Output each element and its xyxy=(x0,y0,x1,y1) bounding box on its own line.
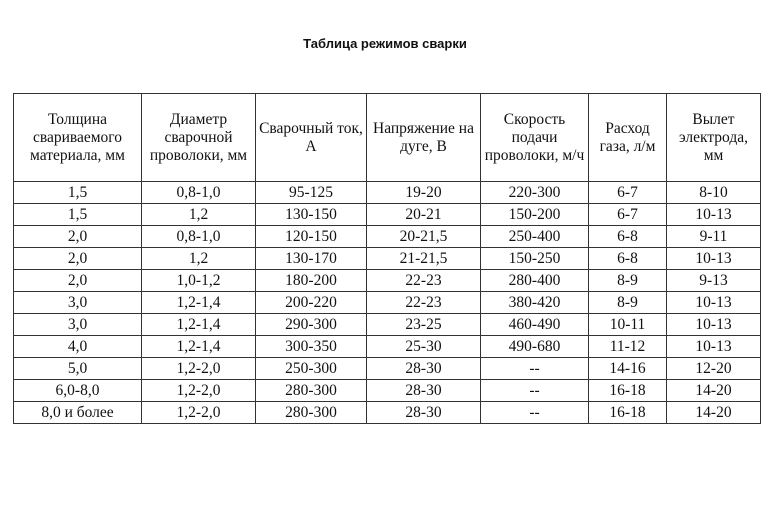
current-cell: 300-350 xyxy=(256,336,367,358)
current-cell: 290-300 xyxy=(256,314,367,336)
table-row xyxy=(14,336,761,358)
thickness-cell: 1,5 xyxy=(14,204,142,226)
wire-diameter-cell: 0,8-1,0 xyxy=(142,226,256,248)
current-cell: 250-300 xyxy=(256,358,367,380)
wire-diameter-cell: 1,0-1,2 xyxy=(142,270,256,292)
wire-feed-speed-cell: 220-300 xyxy=(481,182,589,204)
wire-diameter-cell: 1,2-1,4 xyxy=(142,292,256,314)
wire-feed-speed-cell: -- xyxy=(481,358,589,380)
wire-diameter-cell: 0,8-1,0 xyxy=(142,182,256,204)
wire-feed-speed-cell: -- xyxy=(481,380,589,402)
header-gas-flow: Расход газа, л/м xyxy=(589,94,667,182)
thickness-cell: 5,0 xyxy=(14,358,142,380)
wire-diameter-cell: 1,2-2,0 xyxy=(142,402,256,424)
wire-diameter-cell: 1,2-1,4 xyxy=(142,336,256,358)
table-row xyxy=(14,402,761,424)
table-row xyxy=(14,182,761,204)
gas-flow-cell: 16-18 xyxy=(589,402,667,424)
table-row xyxy=(14,248,761,270)
wire-feed-speed-cell: -- xyxy=(481,402,589,424)
table-row xyxy=(14,314,761,336)
thickness-cell: 1,5 xyxy=(14,182,142,204)
gas-flow-cell: 6-8 xyxy=(589,226,667,248)
thickness-cell: 8,0 и более xyxy=(14,402,142,424)
thickness-cell: 4,0 xyxy=(14,336,142,358)
electrode-stickout-cell: 10-13 xyxy=(667,292,761,314)
wire-feed-speed-cell: 380-420 xyxy=(481,292,589,314)
current-cell: 130-170 xyxy=(256,248,367,270)
gas-flow-cell: 10-11 xyxy=(589,314,667,336)
electrode-stickout-cell: 10-13 xyxy=(667,336,761,358)
voltage-cell: 28-30 xyxy=(367,380,481,402)
wire-feed-speed-cell: 460-490 xyxy=(481,314,589,336)
current-cell: 95-125 xyxy=(256,182,367,204)
wire-feed-speed-cell: 490-680 xyxy=(481,336,589,358)
electrode-stickout-cell: 14-20 xyxy=(667,402,761,424)
thickness-cell: 2,0 xyxy=(14,248,142,270)
current-cell: 280-300 xyxy=(256,380,367,402)
wire-feed-speed-cell: 280-400 xyxy=(481,270,589,292)
gas-flow-cell: 8-9 xyxy=(589,270,667,292)
thickness-cell: 3,0 xyxy=(14,314,142,336)
voltage-cell: 22-23 xyxy=(367,292,481,314)
voltage-cell: 22-23 xyxy=(367,270,481,292)
header-thickness: Толщина свариваемого материала, мм xyxy=(14,94,142,182)
table-body xyxy=(14,182,761,424)
electrode-stickout-cell: 10-13 xyxy=(667,314,761,336)
wire-diameter-cell: 1,2-2,0 xyxy=(142,380,256,402)
wire-feed-speed-cell: 250-400 xyxy=(481,226,589,248)
current-cell: 130-150 xyxy=(256,204,367,226)
page-title: Таблица режимов сварки xyxy=(303,36,467,51)
welding-modes-table xyxy=(13,93,761,424)
thickness-cell: 3,0 xyxy=(14,292,142,314)
wire-diameter-cell: 1,2-1,4 xyxy=(142,314,256,336)
wire-diameter-cell: 1,2-2,0 xyxy=(142,358,256,380)
electrode-stickout-cell: 12-20 xyxy=(667,358,761,380)
thickness-cell: 2,0 xyxy=(14,270,142,292)
current-cell: 200-220 xyxy=(256,292,367,314)
header-electrode-stickout: Вылет электрода, мм xyxy=(667,94,761,182)
table-row xyxy=(14,358,761,380)
header-current: Сварочный ток, А xyxy=(256,94,367,182)
thickness-cell: 6,0-8,0 xyxy=(14,380,142,402)
voltage-cell: 20-21,5 xyxy=(367,226,481,248)
gas-flow-cell: 11-12 xyxy=(589,336,667,358)
electrode-stickout-cell: 9-11 xyxy=(667,226,761,248)
electrode-stickout-cell: 10-13 xyxy=(667,248,761,270)
table-row xyxy=(14,270,761,292)
electrode-stickout-cell: 10-13 xyxy=(667,204,761,226)
thickness-cell: 2,0 xyxy=(14,226,142,248)
table-row xyxy=(14,292,761,314)
header-wire-feed-speed: Скорость подачи проволоки, м/ч xyxy=(481,94,589,182)
electrode-stickout-cell: 14-20 xyxy=(667,380,761,402)
current-cell: 280-300 xyxy=(256,402,367,424)
current-cell: 180-200 xyxy=(256,270,367,292)
header-row xyxy=(14,94,761,182)
voltage-cell: 19-20 xyxy=(367,182,481,204)
gas-flow-cell: 6-7 xyxy=(589,204,667,226)
gas-flow-cell: 14-16 xyxy=(589,358,667,380)
voltage-cell: 20-21 xyxy=(367,204,481,226)
current-cell: 120-150 xyxy=(256,226,367,248)
wire-feed-speed-cell: 150-250 xyxy=(481,248,589,270)
gas-flow-cell: 6-7 xyxy=(589,182,667,204)
wire-feed-speed-cell: 150-200 xyxy=(481,204,589,226)
voltage-cell: 28-30 xyxy=(367,358,481,380)
gas-flow-cell: 16-18 xyxy=(589,380,667,402)
voltage-cell: 25-30 xyxy=(367,336,481,358)
voltage-cell: 28-30 xyxy=(367,402,481,424)
electrode-stickout-cell: 8-10 xyxy=(667,182,761,204)
voltage-cell: 23-25 xyxy=(367,314,481,336)
voltage-cell: 21-21,5 xyxy=(367,248,481,270)
table-row xyxy=(14,204,761,226)
electrode-stickout-cell: 9-13 xyxy=(667,270,761,292)
wire-diameter-cell: 1,2 xyxy=(142,248,256,270)
gas-flow-cell: 6-8 xyxy=(589,248,667,270)
header-wire-diameter: Диаметр сварочной проволоки, мм xyxy=(142,94,256,182)
header-voltage: Напряжение на дуге, В xyxy=(367,94,481,182)
wire-diameter-cell: 1,2 xyxy=(142,204,256,226)
table-row xyxy=(14,380,761,402)
gas-flow-cell: 8-9 xyxy=(589,292,667,314)
table-row xyxy=(14,226,761,248)
